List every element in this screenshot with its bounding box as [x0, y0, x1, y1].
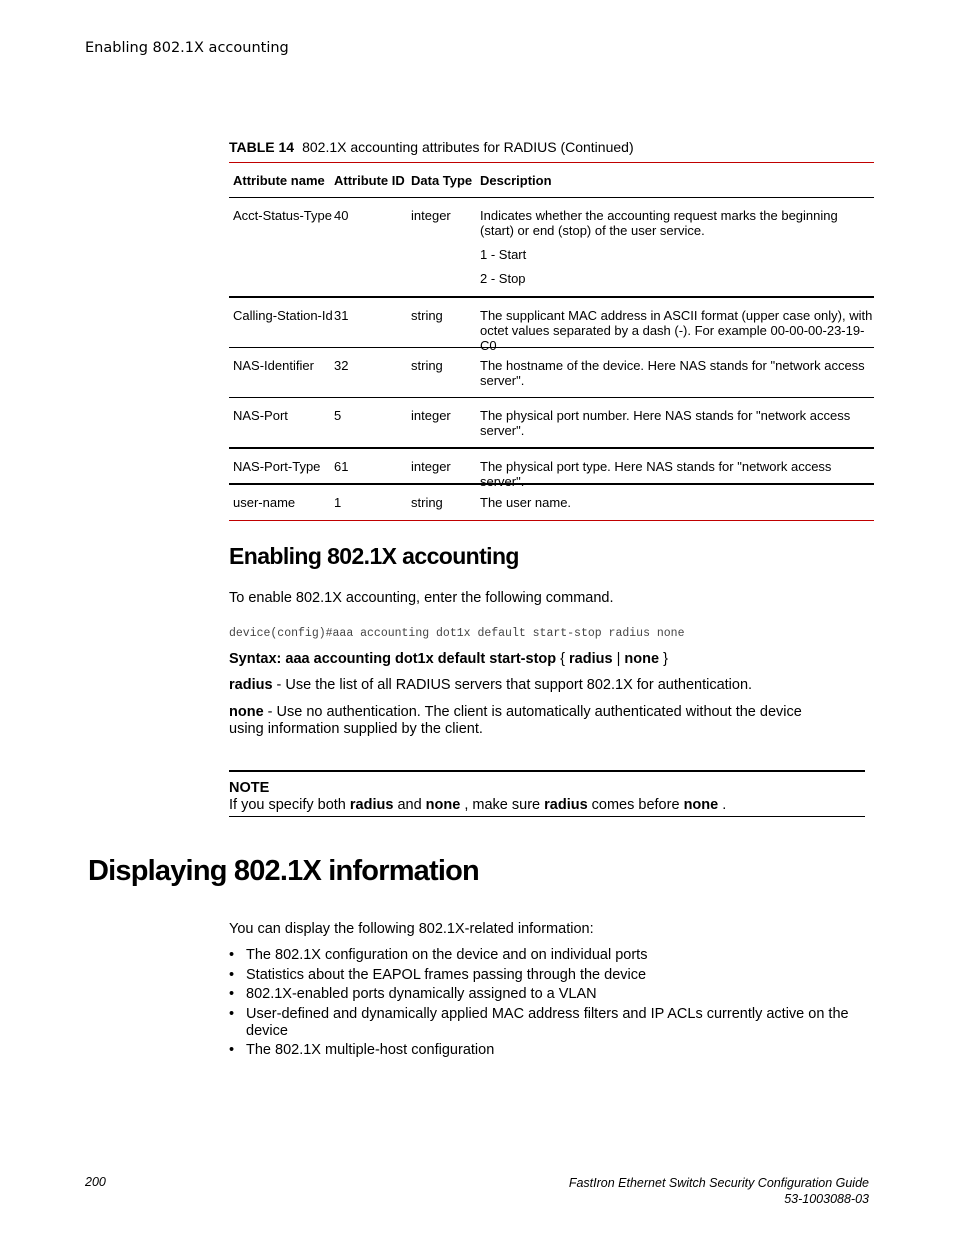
- note-text: [229, 797, 865, 814]
- list-item: • 802.1X-enabled ports dynamically assigned to a VLAN: [229, 986, 849, 1003]
- column-header: Data Type: [411, 172, 473, 188]
- description: [480, 358, 874, 397]
- table-caption: [229, 139, 634, 155]
- table-label: TABLE 14: [229, 139, 295, 155]
- description-text: Indicates whether the accounting request marks the beginning (start) or end (stop) of the user service.: [480, 208, 838, 238]
- table-caption-text: 802.1X accounting attributes for RADIUS (Continued): [302, 139, 634, 155]
- note-keyword: none: [425, 797, 461, 813]
- none-description: [229, 704, 839, 738]
- attributes-table: [229, 162, 874, 521]
- description-text: 1 - Start: [480, 247, 527, 262]
- table-row: [229, 398, 874, 449]
- note-fragment: and: [393, 797, 426, 813]
- attribute-id: 40: [334, 208, 349, 223]
- description: [480, 408, 874, 447]
- attribute-name: NAS-Port: [233, 408, 288, 423]
- page-number: 200: [85, 1175, 106, 1189]
- section-heading-enabling: Enabling 802.1X accounting: [229, 543, 519, 569]
- command-example: device(config)#aaa accounting dot1x default start-stop radius none: [229, 627, 685, 640]
- note-keyword: radius: [349, 797, 394, 813]
- definition: - Use no authentication. The client is automatically authenticated without the device using information supplied by the client.: [229, 704, 802, 737]
- footer-doc-info: [569, 1175, 869, 1207]
- attribute-id: 31: [334, 308, 349, 323]
- data-type: integer: [411, 459, 451, 474]
- table-row: [229, 297, 874, 353]
- list-item: • Statistics about the EAPOL frames passing through the device: [229, 967, 849, 984]
- data-type: string: [411, 495, 443, 510]
- syntax-option-radius: radius: [569, 651, 613, 667]
- radius-description: [229, 677, 849, 694]
- description-text: The physical port number. Here NAS stands for "network access server".: [480, 408, 851, 438]
- column-header: Attribute ID: [334, 172, 405, 188]
- list-item: • The 802.1X configuration on the device and on individual ports: [229, 947, 849, 964]
- data-type: string: [411, 358, 443, 373]
- attribute-id: 32: [334, 358, 349, 373]
- table-row: [229, 449, 874, 489]
- syntax-brace: {: [560, 651, 565, 667]
- list-item: • User-defined and dynamically applied MAC address filters and IP ACLs currently active on the device: [229, 1006, 849, 1040]
- description: [480, 208, 874, 296]
- description: [480, 495, 874, 520]
- doc-title: FastIron Ethernet Switch Security Configuration Guide: [568, 1176, 869, 1190]
- data-type: integer: [411, 208, 451, 223]
- attribute-name: Acct-Status-Type: [233, 208, 332, 223]
- display-intro: You can display the following 802.1X-related information:: [229, 921, 594, 937]
- table-header-row: [229, 163, 874, 198]
- column-header: Description: [480, 172, 552, 188]
- note-keyword: radius: [544, 797, 588, 813]
- description-text: The hostname of the device. Here NAS stands for "network access server".: [480, 358, 865, 388]
- note-title: NOTE: [229, 780, 270, 796]
- attribute-name: user-name: [233, 495, 296, 510]
- attribute-name: NAS-Identifier: [233, 358, 314, 373]
- syntax-label: Syntax: aaa accounting dot1x default start-stop: [229, 651, 557, 667]
- attribute-id: 61: [334, 459, 349, 474]
- syntax-line: [229, 651, 849, 668]
- description: [480, 459, 874, 489]
- note-fragment: comes before: [587, 797, 684, 813]
- column-header: Attribute name: [233, 172, 325, 188]
- description-text: The user name.: [480, 495, 572, 510]
- attribute-id: 5: [334, 408, 342, 423]
- description-text: The supplicant MAC address in ASCII format (upper case only), with octet values separated by a dash (-). For example 00-00-00-23-19-C0: [480, 308, 873, 353]
- doc-id: 53-1003088-03: [784, 1192, 869, 1206]
- syntax-separator: |: [616, 651, 621, 667]
- attribute-id: 1: [334, 495, 342, 510]
- running-header: Enabling 802.1X accounting: [85, 40, 289, 56]
- table-row: [229, 348, 874, 398]
- description-text: 2 - Stop: [480, 271, 526, 286]
- syntax-option-none: none: [624, 651, 660, 667]
- description-text: The physical port type. Here NAS stands for "network access server".: [480, 459, 832, 489]
- table-row: [229, 485, 874, 520]
- definition: - Use the list of all RADIUS servers that support 802.1X for authentication.: [272, 677, 753, 693]
- syntax-brace: }: [663, 651, 668, 667]
- data-type: string: [411, 308, 443, 323]
- table-row: [229, 198, 874, 297]
- attribute-name: NAS-Port-Type: [233, 459, 321, 474]
- enable-intro: To enable 802.1X accounting, enter the following command.: [229, 590, 614, 606]
- description: [480, 308, 874, 353]
- term: none: [229, 704, 264, 720]
- note-fragment: , make sure: [460, 797, 545, 813]
- list-item: • The 802.1X multiple-host configuration: [229, 1042, 849, 1059]
- note-box: [229, 770, 865, 817]
- term: radius: [229, 677, 273, 693]
- attribute-name: Calling-Station-Id: [233, 308, 333, 323]
- note-fragment: .: [718, 797, 727, 813]
- bullet-list: [229, 947, 849, 1062]
- section-heading-displaying: Displaying 802.1X information: [88, 855, 479, 887]
- data-type: integer: [411, 408, 451, 423]
- note-fragment: If you specify both: [229, 797, 350, 813]
- note-keyword: none: [683, 797, 719, 813]
